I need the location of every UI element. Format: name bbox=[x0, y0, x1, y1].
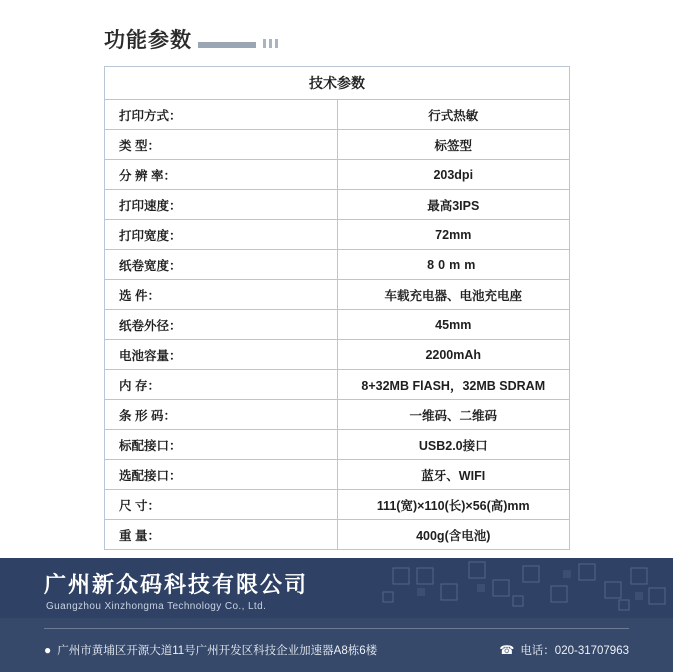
table-row bbox=[105, 460, 570, 490]
row-label: 条 形 码： bbox=[105, 400, 338, 430]
table-row bbox=[105, 520, 570, 550]
phone-icon: ☎ bbox=[499, 643, 515, 657]
spec-table bbox=[104, 66, 570, 550]
row-label: 打印方式： bbox=[105, 100, 338, 130]
table-caption: 技术参数 bbox=[105, 67, 570, 100]
row-label: 选配接口： bbox=[105, 460, 338, 490]
table-row bbox=[105, 340, 570, 370]
row-value: 2200mAh bbox=[337, 340, 570, 370]
table-row bbox=[105, 430, 570, 460]
section-title-row bbox=[104, 30, 281, 51]
row-label: 标配接口： bbox=[105, 430, 338, 460]
footer-telephone bbox=[499, 642, 629, 658]
row-label: 分 辨 率： bbox=[105, 160, 338, 190]
row-value: 蓝牙、WIFI bbox=[337, 460, 570, 490]
table-row bbox=[105, 130, 570, 160]
row-value: 203dpi bbox=[337, 160, 570, 190]
company-name-en: Guangzhou Xinzhongma Technology Co., Ltd. bbox=[46, 601, 267, 612]
title-tick-marks bbox=[263, 39, 281, 48]
row-value: 400g(含电池) bbox=[337, 520, 570, 550]
table-row bbox=[105, 190, 570, 220]
table-row bbox=[105, 100, 570, 130]
row-label: 选 件： bbox=[105, 280, 338, 310]
row-value: 45mm bbox=[337, 310, 570, 340]
row-label: 内 存： bbox=[105, 370, 338, 400]
footer-address bbox=[44, 642, 377, 658]
table-caption-row bbox=[105, 67, 570, 100]
row-label: 纸卷外径： bbox=[105, 310, 338, 340]
title-underline-bar bbox=[198, 42, 256, 48]
company-name-cn: 广州新众码科技有限公司 bbox=[44, 572, 309, 597]
row-label: 打印速度： bbox=[105, 190, 338, 220]
footer-divider bbox=[44, 628, 629, 629]
row-value: USB2.0接口 bbox=[337, 430, 570, 460]
row-label: 尺 寸： bbox=[105, 490, 338, 520]
location-pin-icon: ● bbox=[44, 643, 52, 657]
table-row bbox=[105, 280, 570, 310]
row-label: 纸卷宽度： bbox=[105, 250, 338, 280]
table-row bbox=[105, 220, 570, 250]
row-value: 8+32MB FlASH，32MB SDRAM bbox=[337, 370, 570, 400]
row-label: 重 量： bbox=[105, 520, 338, 550]
page-footer bbox=[0, 558, 673, 672]
table-row bbox=[105, 370, 570, 400]
row-value: 车载充电器、电池充电座 bbox=[337, 280, 570, 310]
page-title: 功能参数 bbox=[104, 29, 192, 52]
row-label: 打印宽度： bbox=[105, 220, 338, 250]
row-label: 类 型： bbox=[105, 130, 338, 160]
row-value: 一维码、二维码 bbox=[337, 400, 570, 430]
row-value: 111(宽)×110(长)×56(高)mm bbox=[337, 490, 570, 520]
table-row bbox=[105, 400, 570, 430]
table-row bbox=[105, 250, 570, 280]
row-label: 电池容量： bbox=[105, 340, 338, 370]
row-value: 最高3IPS bbox=[337, 190, 570, 220]
address-text: 广州市黄埔区开源大道11号广州开发区科技企业加速器A8栋6楼 bbox=[57, 645, 378, 657]
spec-table-body bbox=[105, 67, 570, 550]
table-row bbox=[105, 310, 570, 340]
row-value: 标签型 bbox=[337, 130, 570, 160]
row-value: 80mm bbox=[337, 250, 570, 280]
table-row bbox=[105, 160, 570, 190]
row-value: 72mm bbox=[337, 220, 570, 250]
table-row bbox=[105, 490, 570, 520]
telephone-text: 电话：020-31707963 bbox=[520, 645, 629, 657]
row-value: 行式热敏 bbox=[337, 100, 570, 130]
